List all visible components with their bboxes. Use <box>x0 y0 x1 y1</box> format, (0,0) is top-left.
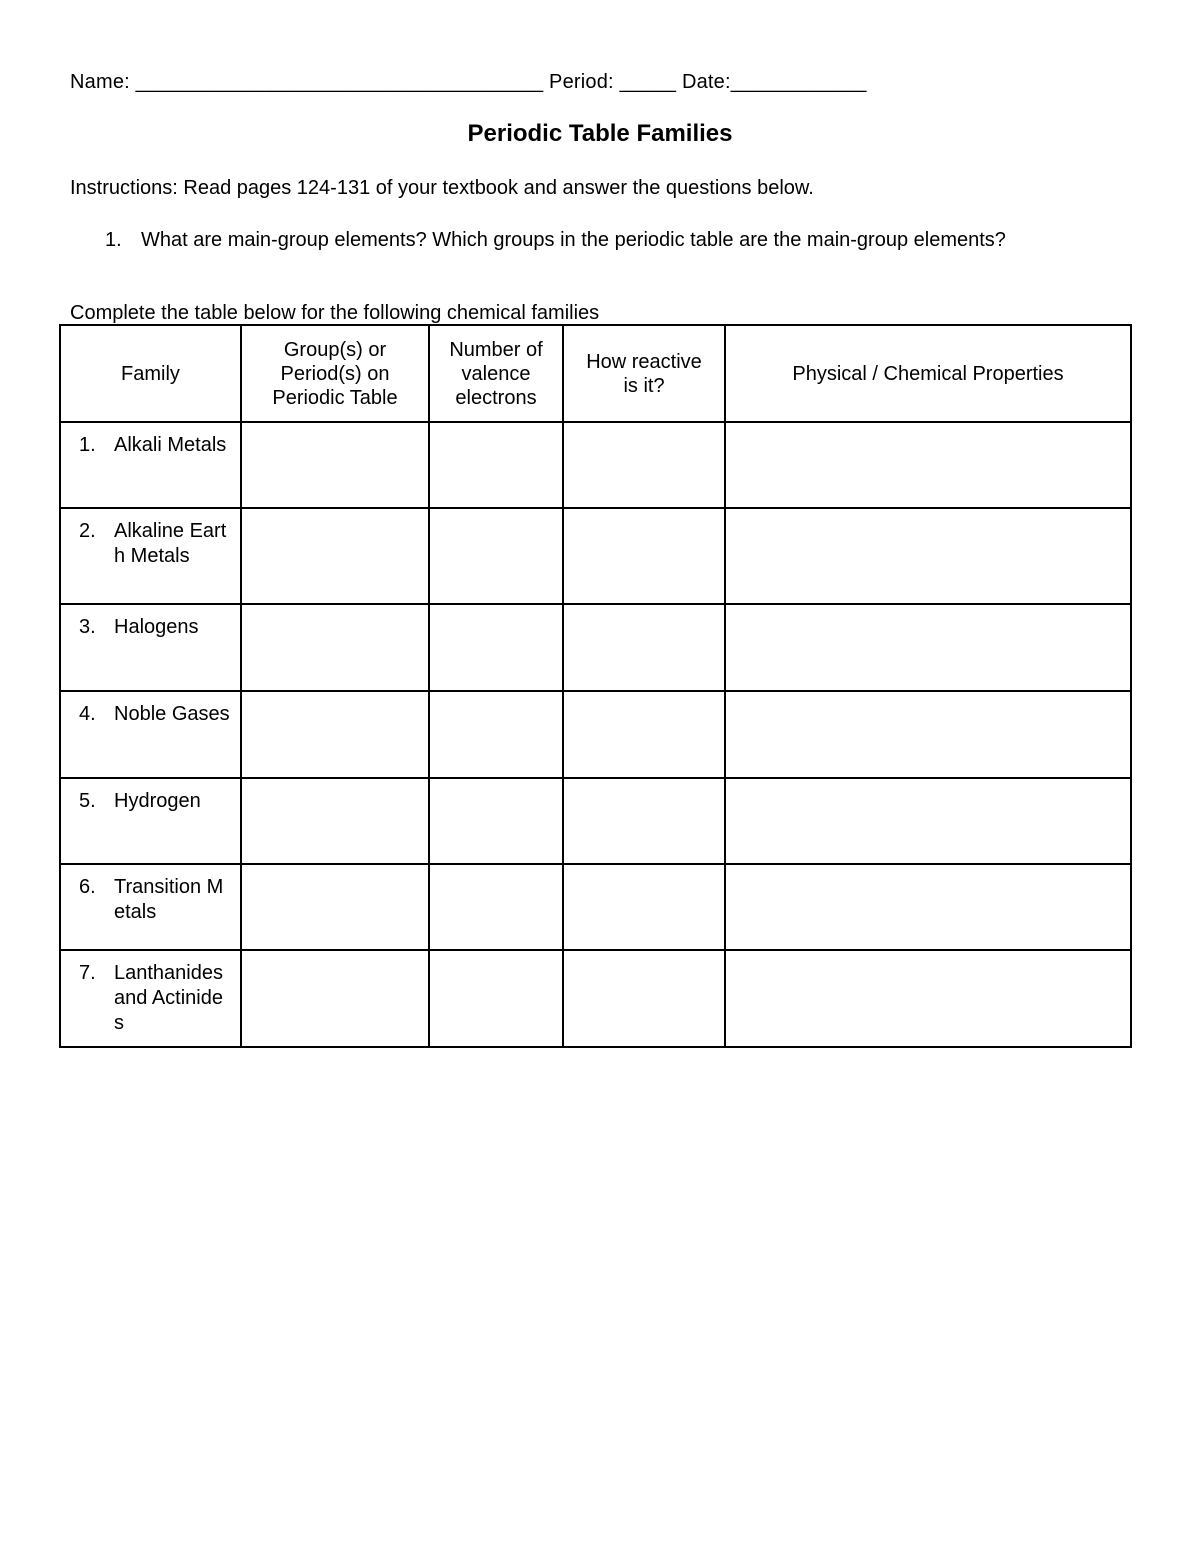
family-name: Alkaline Earth Metals <box>114 520 227 567</box>
family-cell <box>60 508 241 604</box>
family-name: Hydrogen <box>114 790 201 812</box>
reactivity-cell[interactable] <box>563 864 725 950</box>
valence-electrons-cell[interactable] <box>429 508 563 604</box>
family-cell <box>60 950 241 1047</box>
reactivity-cell[interactable] <box>563 508 725 604</box>
header-group-period <box>241 325 429 422</box>
group-period-cell[interactable] <box>241 508 429 604</box>
page-title: Periodic Table Families <box>467 120 733 147</box>
header-valence-electrons <box>429 325 563 422</box>
families-table <box>59 324 1132 1048</box>
row-number: 3. <box>79 616 96 638</box>
table-header-row <box>60 325 1131 422</box>
row-number: 4. <box>79 703 96 725</box>
family-name: Transition Metals <box>114 876 224 923</box>
family-name: Halogens <box>114 616 199 638</box>
header-reactivity-label: How reactive is it? <box>586 350 702 397</box>
table-row <box>60 778 1131 864</box>
row-number: 1. <box>79 434 96 456</box>
group-period-cell[interactable] <box>241 691 429 778</box>
reactivity-cell[interactable] <box>563 691 725 778</box>
group-period-cell[interactable] <box>241 604 429 691</box>
family-cell <box>60 691 241 778</box>
student-info-line: Name: ____________________________________ Period: _____ Date:____________ <box>70 71 867 93</box>
table-row <box>60 422 1131 508</box>
properties-cell[interactable] <box>725 508 1131 604</box>
question-1 <box>105 229 1006 252</box>
question-number: 1. <box>105 229 122 251</box>
table-row <box>60 508 1131 604</box>
row-number: 2. <box>79 520 96 542</box>
properties-cell[interactable] <box>725 950 1131 1047</box>
properties-cell[interactable] <box>725 864 1131 950</box>
family-name: Lanthanides and Actinides <box>114 962 223 1034</box>
valence-electrons-cell[interactable] <box>429 422 563 508</box>
row-number: 7. <box>79 962 96 984</box>
properties-cell[interactable] <box>725 691 1131 778</box>
family-name: Noble Gases <box>114 703 230 725</box>
header-group-period-label: Group(s) or Period(s) on Periodic Table <box>272 338 398 409</box>
family-cell <box>60 422 241 508</box>
header-properties: Physical / Chemical Properties <box>725 325 1131 422</box>
header-valence-electrons-label: Number of valence electrons <box>449 338 543 409</box>
family-cell <box>60 778 241 864</box>
valence-electrons-cell[interactable] <box>429 604 563 691</box>
reactivity-cell[interactable] <box>563 778 725 864</box>
family-cell <box>60 604 241 691</box>
valence-electrons-cell[interactable] <box>429 950 563 1047</box>
reactivity-cell[interactable] <box>563 422 725 508</box>
reactivity-cell[interactable] <box>563 950 725 1047</box>
header-reactivity <box>563 325 725 422</box>
valence-electrons-cell[interactable] <box>429 691 563 778</box>
header-family: Family <box>60 325 241 422</box>
properties-cell[interactable] <box>725 422 1131 508</box>
reactivity-cell[interactable] <box>563 604 725 691</box>
group-period-cell[interactable] <box>241 864 429 950</box>
question-text: What are main-group elements? Which groups in the periodic table are the main-group elements? <box>141 229 1006 251</box>
table-caption: Complete the table below for the following chemical families <box>70 302 600 324</box>
valence-electrons-cell[interactable] <box>429 778 563 864</box>
table-row <box>60 604 1131 691</box>
family-name: Alkali Metals <box>114 434 227 456</box>
group-period-cell[interactable] <box>241 778 429 864</box>
properties-cell[interactable] <box>725 778 1131 864</box>
table-row <box>60 950 1131 1047</box>
table-row <box>60 691 1131 778</box>
properties-cell[interactable] <box>725 604 1131 691</box>
table-row <box>60 864 1131 950</box>
valence-electrons-cell[interactable] <box>429 864 563 950</box>
family-cell <box>60 864 241 950</box>
group-period-cell[interactable] <box>241 422 429 508</box>
instructions-text: Instructions: Read pages 124-131 of your textbook and answer the questions below. <box>70 177 814 199</box>
group-period-cell[interactable] <box>241 950 429 1047</box>
row-number: 6. <box>79 876 96 898</box>
row-number: 5. <box>79 790 96 812</box>
